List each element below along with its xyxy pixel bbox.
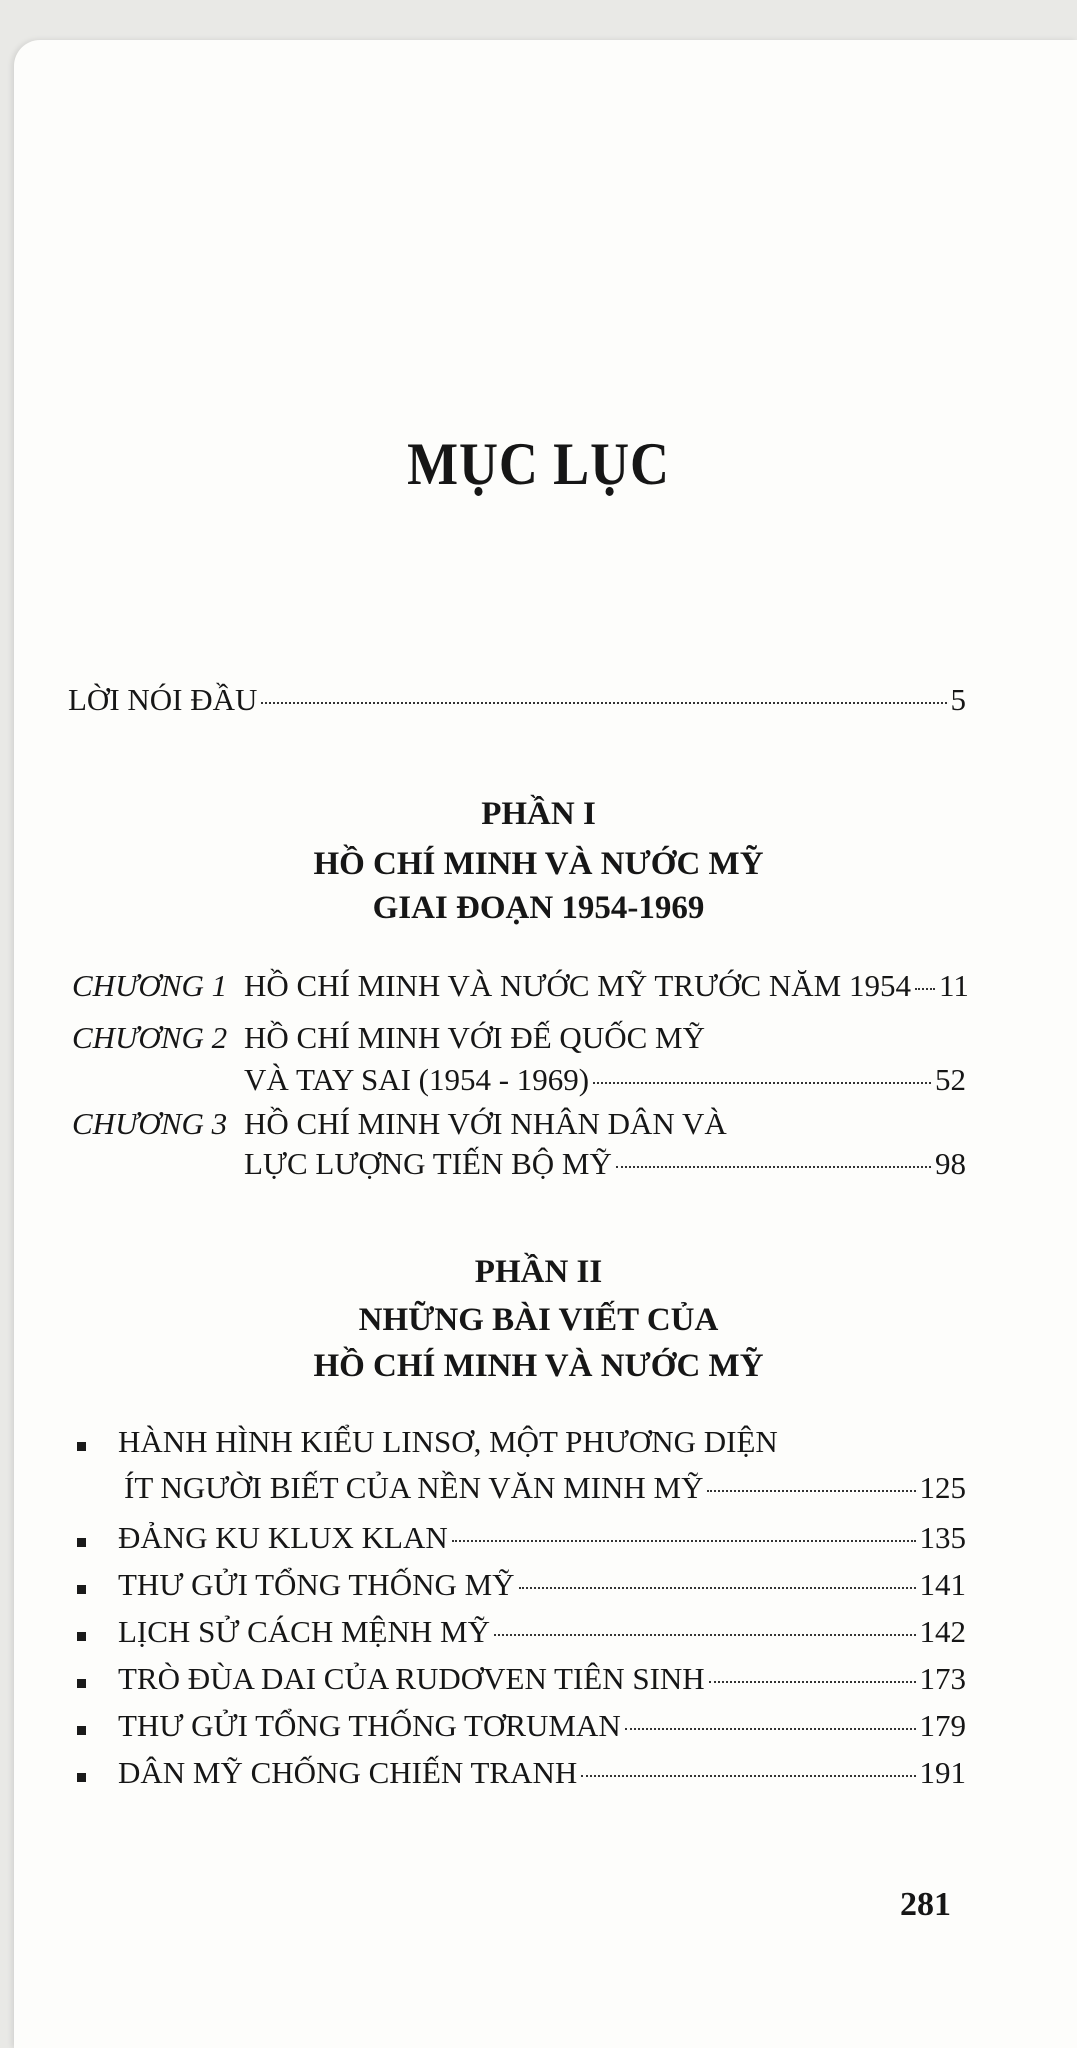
bullet-icon bbox=[77, 1679, 86, 1688]
chapter-2-page: 52 bbox=[935, 1062, 966, 1097]
bullet-icon bbox=[77, 1585, 86, 1594]
item-3-entry bbox=[118, 1565, 966, 1605]
dot-leader bbox=[616, 1166, 931, 1168]
page-title: MỤC LỤC bbox=[407, 431, 670, 497]
chapter-2-label: CHƯƠNG 2 bbox=[72, 1020, 228, 1055]
item-7-page: 191 bbox=[919, 1755, 966, 1790]
item-5-entry bbox=[118, 1659, 966, 1699]
item-3-title: THƯ GỬI TỔNG THỐNG MỸ bbox=[118, 1567, 515, 1602]
chapter-1-entry bbox=[244, 966, 969, 1006]
chapter-3-entry bbox=[244, 1144, 966, 1184]
item-2-title: ĐẢNG KU KLUX KLAN bbox=[118, 1520, 448, 1555]
item-5-title: TRÒ ĐÙA DAI CỦA RUDƠVEN TIÊN SINH bbox=[118, 1661, 705, 1696]
toc-entry-page: 5 bbox=[950, 682, 966, 717]
dot-leader bbox=[915, 988, 935, 990]
item-1-page: 125 bbox=[919, 1470, 966, 1505]
chapter-2-entry bbox=[244, 1060, 966, 1100]
bullet-icon bbox=[77, 1538, 86, 1547]
part1-title-line2: GIAI ĐOẠN 1954-1969 bbox=[372, 890, 705, 926]
part2-heading: PHẦN II bbox=[474, 1254, 603, 1290]
dot-leader bbox=[261, 702, 946, 704]
bullet-icon bbox=[77, 1442, 86, 1451]
bullet-icon bbox=[77, 1773, 86, 1782]
dot-leader bbox=[709, 1681, 916, 1683]
item-2-entry bbox=[118, 1518, 966, 1558]
item-2-page: 135 bbox=[919, 1520, 966, 1555]
item-5-page: 173 bbox=[919, 1661, 966, 1696]
item-6-title: THƯ GỬI TỔNG THỐNG TƠRUMAN bbox=[118, 1708, 621, 1743]
dot-leader bbox=[625, 1728, 916, 1730]
item-1-entry bbox=[124, 1468, 966, 1508]
item-7-entry bbox=[118, 1753, 966, 1793]
bullet-icon bbox=[77, 1726, 86, 1735]
page-number: 281 bbox=[900, 1886, 951, 1923]
item-1-line2: ÍT NGƯỜI BIẾT CỦA NỀN VĂN MINH MỸ bbox=[124, 1470, 704, 1505]
chapter-1-label: CHƯƠNG 1 bbox=[72, 968, 228, 1003]
item-6-page: 179 bbox=[919, 1708, 966, 1743]
bullet-icon bbox=[77, 1632, 86, 1641]
item-4-title: LỊCH SỬ CÁCH MỆNH MỸ bbox=[118, 1614, 490, 1649]
chapter-3-title-line1: HỒ CHÍ MINH VỚI NHÂN DÂN VÀ bbox=[244, 1106, 727, 1141]
part2-title-line2: HỒ CHÍ MINH VÀ NƯỚC MỸ bbox=[313, 1348, 764, 1384]
chapter-2-title-line2: VÀ TAY SAI (1954 - 1969) bbox=[244, 1062, 590, 1097]
chapter-3-title-line2: LỰC LƯỢNG TIẾN BỘ MỸ bbox=[244, 1146, 612, 1181]
dot-leader bbox=[707, 1490, 915, 1492]
dot-leader bbox=[494, 1634, 916, 1636]
toc-entry-preface bbox=[68, 680, 966, 720]
chapter-1-title: HỒ CHÍ MINH VÀ NƯỚC MỸ TRƯỚC NĂM 1954 bbox=[244, 968, 911, 1003]
item-3-page: 141 bbox=[919, 1567, 966, 1602]
chapter-1-page: 11 bbox=[939, 968, 969, 1003]
item-1-line1: HÀNH HÌNH KIỂU LINSƠ, MỘT PHƯƠNG DIỆN bbox=[118, 1424, 778, 1459]
dot-leader bbox=[519, 1587, 916, 1589]
item-4-entry bbox=[118, 1612, 966, 1652]
item-4-page: 142 bbox=[919, 1614, 966, 1649]
chapter-3-label: CHƯƠNG 3 bbox=[72, 1106, 228, 1141]
item-6-entry bbox=[118, 1706, 966, 1746]
part2-title-line1: NHỮNG BÀI VIẾT CỦA bbox=[358, 1302, 719, 1338]
dot-leader bbox=[452, 1540, 916, 1542]
item-7-title: DÂN MỸ CHỐNG CHIẾN TRANH bbox=[118, 1755, 578, 1790]
dot-leader bbox=[581, 1775, 915, 1777]
chapter-2-title-line1: HỒ CHÍ MINH VỚI ĐẾ QUỐC MỸ bbox=[244, 1020, 705, 1055]
chapter-3-page: 98 bbox=[935, 1146, 966, 1181]
part1-title-line1: HỒ CHÍ MINH VÀ NƯỚC MỸ bbox=[313, 846, 764, 882]
toc-entry-label: LỜI NÓI ĐẦU bbox=[68, 682, 258, 717]
part1-heading: PHẦN I bbox=[481, 796, 596, 832]
dot-leader bbox=[593, 1082, 931, 1084]
